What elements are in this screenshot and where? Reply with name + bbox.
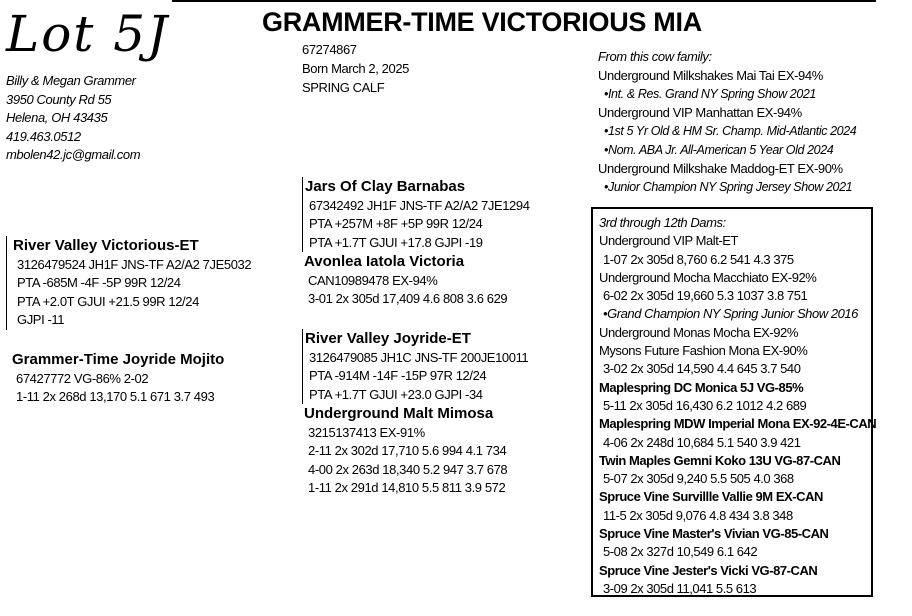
- dam-name: Grammer-Time Joyride Mojito: [12, 351, 225, 368]
- sire-dam-line: CAN10989478 EX-94%: [308, 273, 438, 288]
- sire-line: PTA +2.0T GJUI +21.5 99R 12/24: [17, 293, 199, 309]
- ancestor-name: Twin Maples Gemni Koko 13U VG-87-CAN: [599, 452, 841, 468]
- ancestor-record: 5-08 2x 327d 10,549 6.1 642: [603, 544, 758, 560]
- ancestor-record: 5-11 2x 305d 16,430 6.2 1012 4.2 689: [603, 397, 807, 413]
- sire-sire-line: PTA +1.7T GJUI +17.8 GJPI -19: [309, 234, 483, 250]
- dam-block: [6, 350, 224, 407]
- dam-line: 1-11 2x 268d 13,170 5.1 671 3.7 493: [16, 389, 215, 405]
- ancestor-note: •Grand Champion NY Spring Junior Show 2016: [603, 306, 858, 322]
- ancestor-name: Spruce Vine Survillle Vallie 9M EX-CAN: [599, 489, 823, 505]
- dam-dam-line: 4-00 2x 263d 18,340 5.2 947 3.7 678: [308, 461, 508, 477]
- family-member-note: •Junior Champion NY Spring Jersey Show 2021: [604, 180, 853, 195]
- owner-email: mbolen42.jc@gmail.com: [6, 147, 141, 162]
- family-member-name: Underground Milkshake Maddog-ET EX-90%: [598, 160, 843, 176]
- lot-number: Lot 5J: [6, 5, 170, 63]
- owner-phone: 419.463.0512: [6, 128, 81, 144]
- dam-dam-line: 3215137413 EX-91%: [308, 425, 425, 440]
- ancestor-name: Underground Mocha Macchiato EX-92%: [599, 269, 817, 285]
- owner-block: [6, 72, 140, 165]
- family-member-name: Underground VIP Manhattan EX-94%: [598, 104, 802, 120]
- ancestor-record: 4-06 2x 248d 10,684 5.1 540 3.9 421: [603, 434, 801, 450]
- owner-name: Billy & Megan Grammer: [6, 73, 136, 88]
- family-member-name: Underground Milkshakes Mai Tai EX-94%: [598, 67, 823, 83]
- ancestor-name: Spruce Vine Jester's Vicki VG-87-CAN: [599, 562, 818, 578]
- ancestor-name: Underground VIP Malt-ET: [599, 233, 738, 249]
- ancestor-record: 5-07 2x 305d 9,240 5.5 505 4.0 368: [603, 471, 794, 487]
- sire-sire-name: Jars Of Clay Barnabas: [305, 178, 466, 195]
- dam-sire-line: PTA +1.7T GJUI +23.0 GJPI -34: [309, 386, 483, 402]
- class-label: SPRING CALF: [302, 80, 385, 95]
- dam-sire-block: [302, 329, 528, 404]
- dam-sire-line: PTA -914M -14F -15P 97R 12/24: [309, 368, 487, 384]
- birth-date: Born March 2, 2025: [302, 61, 409, 76]
- family-member-note: •Int. & Res. Grand NY Spring Show 2021: [604, 87, 816, 102]
- ancestor-name: Spruce Vine Master's Vivian VG-85-CAN: [599, 526, 829, 542]
- dam-dam-line: 1-11 2x 291d 14,810 5.5 811 3.9 572: [308, 480, 506, 496]
- dams-box: [591, 207, 877, 597]
- sire-line: PTA -685M -4F -5P 99R 12/24: [17, 275, 181, 291]
- ancestor-name: Maplespring MDW Imperial Mona EX-92-4E-CAN: [599, 416, 877, 432]
- sire-block: [6, 236, 251, 330]
- animal-info: [302, 40, 409, 97]
- registration-number: 67274867: [302, 42, 357, 57]
- cow-family-heading: From this cow family:: [598, 49, 712, 64]
- dam-sire-name: River Valley Joyride-ET: [305, 330, 471, 347]
- ancestor-name: Mysons Future Fashion Mona EX-90%: [599, 343, 808, 359]
- sire-name: River Valley Victorious-ET: [13, 237, 199, 254]
- ancestor-record: 3-09 2x 305d 11,041 5.5 613: [603, 580, 757, 596]
- dams-box-lines: [599, 232, 877, 598]
- sire-sire-line: PTA +257M +8F +5P 99R 12/24: [309, 216, 483, 232]
- sire-line: GJPI -11: [17, 312, 65, 328]
- top-rule: [172, 0, 876, 2]
- sire-dam-block: [302, 252, 507, 309]
- ancestor-name: Maplespring DC Monica 5J VG-85%: [599, 379, 804, 395]
- ancestor-record: 6-02 2x 305d 19,660 5.3 1037 3.8 751: [603, 288, 808, 304]
- sire-line: 3126479524 JH1F JNS-TF A2/A2 7JE5032: [17, 257, 252, 272]
- page-title: GRAMMER-TIME VICTORIOUS MIA: [262, 7, 702, 37]
- ancestor-name: Underground Monas Mocha EX-92%: [599, 324, 798, 340]
- dam-line: 67427772 VG-86% 2-02: [16, 371, 149, 386]
- cow-family-section: [598, 48, 856, 197]
- family-member-note: •Nom. ABA Jr. All-American 5 Year Old 2024: [604, 142, 834, 157]
- sire-sire-line: 67342492 JH1F JNS-TF A2/A2 7JE1294: [309, 198, 530, 213]
- dam-dam-name: Underground Malt Mimosa: [304, 405, 494, 422]
- owner-address-line1: 3950 County Rd 55: [6, 91, 112, 107]
- family-member-note: •1st 5 Yr Old & HM Sr. Champ. Mid-Atlantic 2024: [604, 124, 857, 139]
- dam-dam-block: [302, 404, 507, 498]
- dam-sire-line: 3126479085 JH1C JNS-TF 200JE10011: [309, 350, 529, 365]
- sire-dam-name: Avonlea Iatola Victoria: [304, 253, 465, 270]
- owner-address-line2: Helena, OH 43435: [6, 110, 108, 125]
- ancestor-record: 3-02 2x 305d 14,590 4.4 645 3.7 540: [603, 361, 801, 377]
- dam-dam-line: 2-11 2x 302d 17,710 5.6 994 4.1 734: [308, 443, 507, 459]
- ancestor-record: 1-07 2x 305d 8,760 6.2 541 4.3 375: [603, 251, 794, 267]
- dams-box-heading: 3rd through 12th Dams:: [599, 215, 726, 230]
- ancestor-record: 11-5 2x 305d 9,076 4.8 434 3.8 348: [603, 507, 793, 523]
- sire-sire-block: [302, 177, 530, 252]
- sire-dam-line: 3-01 2x 305d 17,409 4.6 808 3.6 629: [308, 291, 508, 307]
